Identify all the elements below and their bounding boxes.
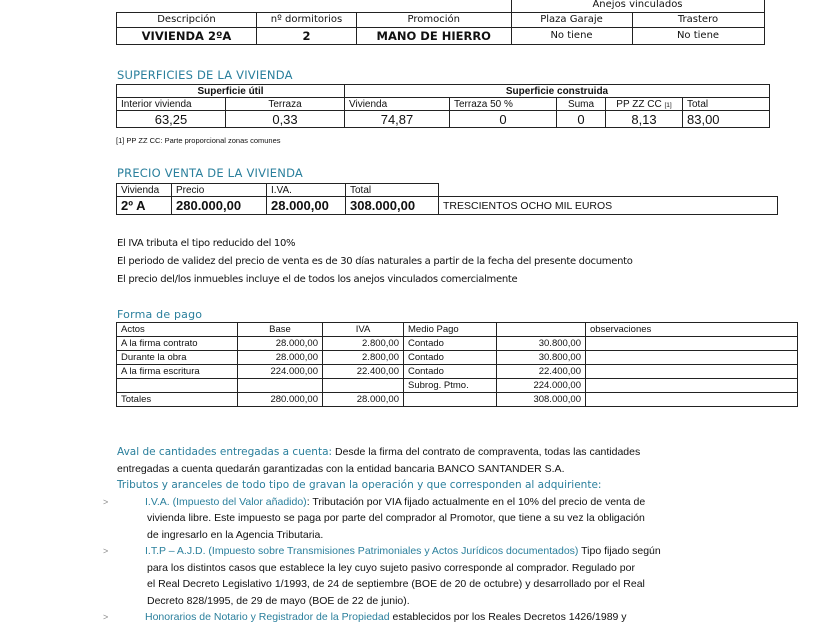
col-terraza-50: Terraza 50 %: [450, 98, 557, 111]
superficies-footnote: [1] PP ZZ CC: Parte proporcional zonas comunes: [116, 136, 281, 145]
aval-lead: Aval de cantidades entregadas a cuenta:: [117, 446, 333, 458]
chevron-right-icon: >: [103, 546, 109, 556]
col-suma: Suma: [557, 98, 606, 111]
val-total: 83,00: [683, 111, 770, 128]
note-iva: El IVA tributa el tipo reducido del 10%: [117, 238, 296, 249]
anejos-header: Anejos vinculados: [511, 0, 764, 12]
precio-table: [116, 183, 778, 215]
col-actos: Actos: [117, 323, 238, 337]
col-importe: [497, 323, 586, 337]
group-superficie-util: Superficie útil: [117, 85, 345, 98]
val-precio: 280.000,00: [172, 197, 267, 215]
val-total: 308.000,00: [346, 197, 439, 215]
col-pp-zz-cc: PP ZZ CC [1]: [606, 98, 683, 111]
precio-title: PRECIO VENTA DE LA VIVIENDA: [117, 166, 303, 180]
col-terraza: Terraza: [226, 98, 345, 111]
col-vivienda: Vivienda: [117, 184, 172, 197]
val-promocion: MANO DE HIERRO: [357, 27, 512, 44]
chevron-right-icon: >: [103, 612, 109, 622]
forma-pago-table: [116, 322, 798, 407]
conditions-section: Aval de cantidades entregadas a cuenta: Desde la firma del contrato de compraventa, todas las cantidades entregadas a cuenta quedarán garantizadas con la entidad bancaria BANCO SANTANDER S.A. Tributos y aranceles de todo tipo de gravan la operación y que corresponden al adquiriente: > I.V.A. (Impuesto del Valor añadido): Tributación por VIA fijado actualmente en el 10% del precio de venta de vivienda libre. Este impuesto se paga por parte del comprador al Promotor, que tiene a su vez la obligación de ingresarlo en la Agencia Tributaria. > I.T.P – A.J.D. (Impuesto sobre Transmisiones Patrimoniales y Actos Jurídicos documentados) Tipo fijado según para los distintos casos que establece la ley cuyo sujeto pasivo corresponde al comprador. Regulado por el Real Decreto Legislativo 1/1993, de 24 de septiembre (BOE de 20 de octubre) y desarrollado por el Real Decreto 828/1995, de 29 de mayo (BOE de 22 de junio). > Honorarios de Notario y Registrador de la Propiedad establecidos por los Reales Decretos 1426/1989 y: [117, 444, 817, 626]
col-dormitorios: nº dormitorios: [257, 12, 357, 27]
col-precio: Precio: [172, 184, 267, 197]
val-trastero: No tiene: [632, 27, 764, 44]
superficies-title: SUPERFICIES DE LA VIVIENDA: [117, 68, 293, 82]
col-plaza-garaje: Plaza Garaje: [511, 12, 632, 27]
note-anejos: El precio del/los inmuebles incluye el de todos los anejos vinculados comercialmente: [117, 274, 518, 285]
superficies-table: [116, 84, 770, 128]
vivienda-summary-table: [116, 0, 765, 45]
aval-paragraph: Aval de cantidades entregadas a cuenta: Desde la firma del contrato de compraventa, todas las cantidades: [117, 446, 641, 458]
col-trastero: Trastero: [632, 12, 764, 27]
col-vivienda: Vivienda: [345, 98, 450, 111]
forma-pago-title: Forma de pago: [117, 308, 203, 321]
val-terraza: 0,33: [226, 111, 345, 128]
val-vivienda: 2º A: [117, 197, 172, 215]
total-in-words: TRESCIENTOS OCHO MIL EUROS: [439, 197, 778, 215]
list-item: > Honorarios de Notario y Registrador de la Propiedad establecidos por los Reales Decretos 1426/1989 y: [125, 609, 817, 626]
tributos-lead: Tributos y aranceles de todo tipo de gravan la operación y que corresponden al adquiriente:: [117, 479, 602, 491]
table-row: Subrog. Ptmo. 224.000,00: [117, 379, 798, 393]
tributos-list: [103, 494, 817, 626]
list-item: > I.T.P – A.J.D. (Impuesto sobre Transmisiones Patrimoniales y Actos Jurídicos documentados) Tipo fijado según para los distintos casos que establece la ley cuyo sujeto pasivo corresponde al comprador. Regulado por el Real Decreto Legislativo 1/1993, de 24 de septiembre (BOE de 20 de octubre) y desarrollado por el Real Decreto 828/1995, de 29 de mayo (BOE de 22 de junio).: [103, 545, 661, 607]
table-row: Durante la obra 28.000,00 2.800,00 Contado 30.800,00: [117, 351, 798, 365]
val-suma: 0: [557, 111, 606, 128]
table-row: A la firma contrato 28.000,00 2.800,00 Contado 30.800,00: [117, 337, 798, 351]
col-base: Base: [238, 323, 323, 337]
col-total: Total: [683, 98, 770, 111]
col-iva: IVA: [323, 323, 404, 337]
col-descripcion: Descripción: [117, 12, 257, 27]
val-vivienda: 74,87: [345, 111, 450, 128]
col-total: Total: [346, 184, 439, 197]
val-pp-zz-cc: 8,13: [606, 111, 683, 128]
col-iva: I.VA.: [267, 184, 346, 197]
price-notes: [117, 235, 633, 289]
val-terraza-50: 0: [450, 111, 557, 128]
val-iva: 28.000,00: [267, 197, 346, 215]
chevron-right-icon: >: [103, 496, 109, 507]
totals-row: Totales 280.000,00 28.000,00 308.000,00: [117, 393, 798, 407]
col-observaciones: observaciones: [586, 323, 798, 337]
col-medio-pago: Medio Pago: [404, 323, 497, 337]
col-promocion: Promoción: [357, 12, 512, 27]
val-interior-vivienda: 63,25: [117, 111, 226, 128]
val-dormitorios: 2: [257, 27, 357, 44]
val-plaza-garaje: No tiene: [511, 27, 632, 44]
col-interior-vivienda: Interior vivienda: [117, 98, 226, 111]
note-validez: El periodo de validez del precio de venta es de 30 días naturales a partir de la fecha del presente documento: [117, 256, 633, 267]
group-superficie-construida: Superficie construida: [345, 85, 770, 98]
table-row: A la firma escritura 224.000,00 22.400,00 Contado 22.400,00: [117, 365, 798, 379]
val-descripcion: VIVIENDA 2ºA: [117, 27, 257, 44]
list-item: > I.V.A. (Impuesto del Valor añadido): Tributación por VIA fijado actualmente en el 10% del precio de venta de vivienda libre. Este impuesto se paga por parte del comprador al Promotor, que tiene a su vez la obligación de ingresarlo en la Agencia Tributaria.: [103, 495, 646, 541]
